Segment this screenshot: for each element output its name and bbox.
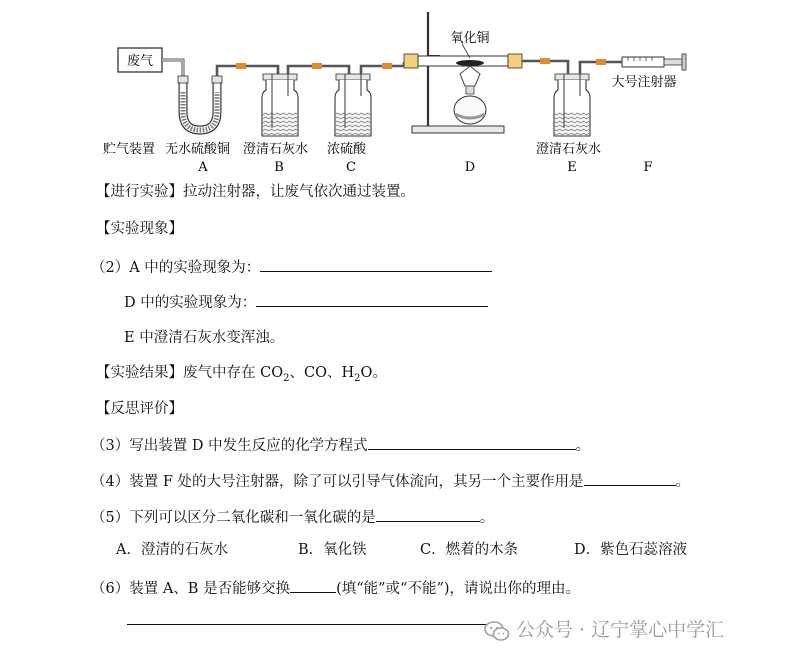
q5-blank[interactable] — [376, 507, 480, 522]
bottle-e — [554, 74, 590, 136]
syringe-f — [622, 54, 686, 70]
q4-blank[interactable] — [584, 471, 676, 486]
q5-option-b[interactable]: B．氧化铁 — [298, 542, 367, 558]
experiment-line: 【进行实验】拉动注射器，让废气依次通过装置。 — [96, 184, 415, 200]
q3-end: 。 — [575, 438, 591, 454]
watermark — [484, 615, 724, 642]
q5-option-c[interactable]: C．燃着的木条 — [420, 542, 519, 558]
result-sub-2: 2 — [354, 372, 361, 384]
q5-option-d[interactable]: D．紫色石蕊溶液 — [574, 542, 688, 558]
q2-a-line — [91, 257, 492, 277]
apparatus-diagram — [0, 0, 794, 180]
q2-d-text: D 中的实验现象为： — [124, 295, 257, 311]
letter-a: A — [198, 160, 208, 175]
syringe-label: 大号注射器 — [611, 75, 677, 90]
bottle-c — [335, 74, 371, 136]
q5-text: （5）下列可以区分二氧化碳和一氧化碳的是 — [91, 510, 376, 526]
q6-line — [91, 578, 580, 598]
q5-end: 。 — [479, 510, 495, 526]
letter-e: E — [567, 160, 577, 175]
letter-d: D — [464, 160, 476, 175]
phenomenon-heading: 【实验现象】 — [96, 221, 183, 237]
q4-end: 。 — [675, 474, 691, 490]
result-line — [96, 364, 387, 388]
result-sub-1: 2 — [283, 372, 290, 384]
wechat-icon — [484, 620, 510, 642]
q2-a-blank[interactable] — [260, 257, 492, 272]
bottle-b — [262, 74, 298, 136]
q6-answer-line[interactable] — [127, 623, 487, 625]
u-tube-a — [178, 76, 222, 130]
caption-conc-h2so4: 浓硫酸 — [327, 142, 367, 157]
letter-f: F — [643, 160, 653, 175]
letter-c: C — [346, 160, 356, 175]
letter-b: B — [274, 160, 284, 175]
q6-text-b: (填“能”或“不能”)，请说出你的理由。 — [336, 581, 581, 597]
combustion-tube-d — [404, 44, 522, 68]
q5-option-a[interactable]: A．澄清的石灰水 — [116, 542, 228, 558]
caption-anhydrous-cuso4: 无水硫酸铜 — [165, 142, 231, 157]
q2-d-line — [124, 292, 488, 312]
reflection-heading: 【反思评价】 — [96, 401, 183, 417]
waste-gas-label: 废气 — [126, 54, 154, 69]
q2-e-line: E 中澄清石灰水变浑浊。 — [124, 330, 285, 346]
caption-limewater-e: 澄清石灰水 — [536, 142, 602, 157]
q4-text: （4）装置 F 处的大号注射器，除了可以引导气体流向，其另一个主要作用是 — [91, 474, 584, 490]
watermark-text: 公众号 · 辽宁掌心中学汇 — [516, 619, 725, 641]
q6-text-a: （6）装置 A、B 是否能够交换 — [91, 581, 291, 597]
q5-line — [91, 507, 494, 527]
q6-blank[interactable] — [290, 578, 336, 593]
q3-blank[interactable] — [368, 435, 576, 450]
q2-d-blank[interactable] — [256, 292, 488, 307]
q4-line — [91, 471, 690, 491]
alcohol-lamp — [454, 66, 486, 124]
copper-oxide-label: 氧化铜 — [450, 31, 490, 46]
result-prefix: 【实验结果】废气中存在 CO — [96, 365, 284, 381]
caption-storage: 贮气装置 — [103, 142, 156, 157]
q3-text: （3）写出装置 D 中发生反应的化学方程式 — [91, 438, 368, 454]
caption-limewater-b: 澄清石灰水 — [243, 142, 309, 157]
result-mid: 、CO、H — [289, 365, 355, 381]
result-end: O。 — [360, 365, 387, 381]
q2-a-text: （2）A 中的实验现象为： — [91, 260, 261, 276]
q3-line — [91, 435, 590, 455]
